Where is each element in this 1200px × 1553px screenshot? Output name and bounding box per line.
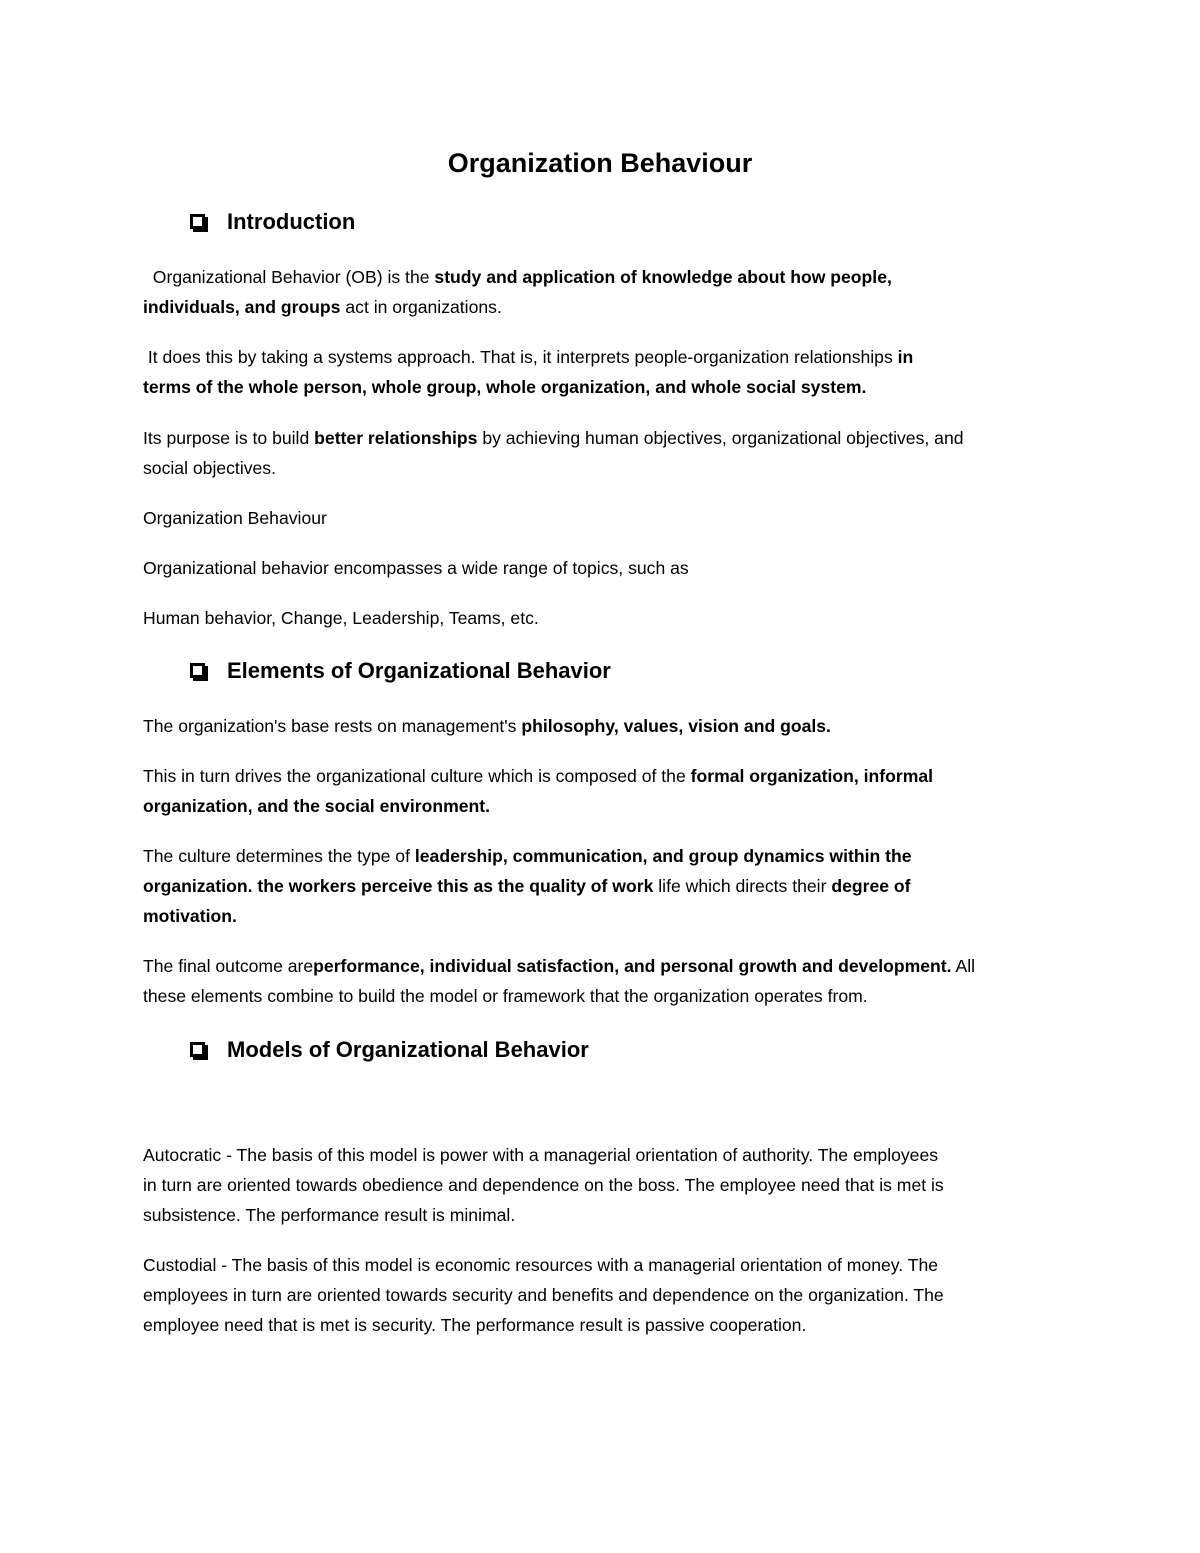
intro-paragraph-6: Human behavior, Change, Leadership, Teams, etc. (143, 608, 539, 628)
elements-paragraph-1 (143, 711, 1063, 741)
checkbox-bullet-icon (190, 663, 205, 678)
elements-paragraph-2 (143, 761, 1063, 821)
text-line: in turn are oriented towards obedience and dependence on the boss. The employee need that is met is (143, 1175, 944, 1195)
text-line: The culture determines the type of leadership, communication, and group dynamics within the (143, 846, 912, 866)
text-line: organization. the workers perceive this as the quality of work life which directs their degree of (143, 876, 911, 896)
text-line: individuals, and groups act in organizations. (143, 297, 502, 317)
intro-paragraph-3 (143, 423, 1063, 483)
checkbox-bullet-icon (190, 214, 205, 229)
models-paragraph-autocratic (143, 1140, 1063, 1230)
text-line: Organizational Behavior (OB) is the study and application of knowledge about how people, (143, 267, 892, 287)
text-line: It does this by taking a systems approach. That is, it interprets people-organization relationships in (143, 347, 914, 367)
text-line: terms of the whole person, whole group, whole organization, and whole social system. (143, 377, 867, 397)
text-line: these elements combine to build the model or framework that the organization operates from. (143, 986, 868, 1006)
text-line: employee need that is met is security. The performance result is passive cooperation. (143, 1315, 807, 1335)
elements-paragraph-3 (143, 841, 1063, 931)
heading-models (190, 1036, 589, 1064)
heading-text: Models of Organizational Behavior (227, 1037, 589, 1062)
heading-elements (190, 657, 611, 685)
intro-paragraph-5: Organizational behavior encompasses a wide range of topics, such as (143, 558, 689, 578)
elements-paragraph-4 (143, 951, 1063, 1011)
intro-paragraph-2 (143, 342, 1063, 402)
text-line: Autocratic - The basis of this model is power with a managerial orientation of authority. The employees (143, 1145, 939, 1165)
heading-introduction (190, 208, 355, 236)
text-line: The final outcome areperformance, individual satisfaction, and personal growth and development. All (143, 956, 976, 976)
intro-paragraph-1 (143, 262, 1063, 322)
checkbox-bullet-icon (190, 1042, 205, 1057)
text-line: Its purpose is to build better relationships by achieving human objectives, organizational objectives, and (143, 428, 964, 448)
heading-text: Elements of Organizational Behavior (227, 658, 611, 683)
text-line: social objectives. (143, 458, 276, 478)
text-line: motivation. (143, 906, 237, 926)
text-line: This in turn drives the organizational culture which is composed of the formal organization, informal (143, 766, 934, 786)
intro-paragraph-4: Organization Behaviour (143, 508, 327, 528)
text-line: subsistence. The performance result is minimal. (143, 1205, 516, 1225)
document-title: Organization Behaviour (447, 148, 753, 178)
text-line: employees in turn are oriented towards security and benefits and dependence on the organization. The (143, 1285, 944, 1305)
text-line: The organization's base rests on management's philosophy, values, vision and goals. (143, 716, 831, 736)
text-line: organization, and the social environment. (143, 796, 491, 816)
text-line: Custodial - The basis of this model is economic resources with a managerial orientation of money. The (143, 1255, 939, 1275)
models-paragraph-custodial (143, 1250, 1063, 1340)
heading-text: Introduction (227, 209, 356, 234)
